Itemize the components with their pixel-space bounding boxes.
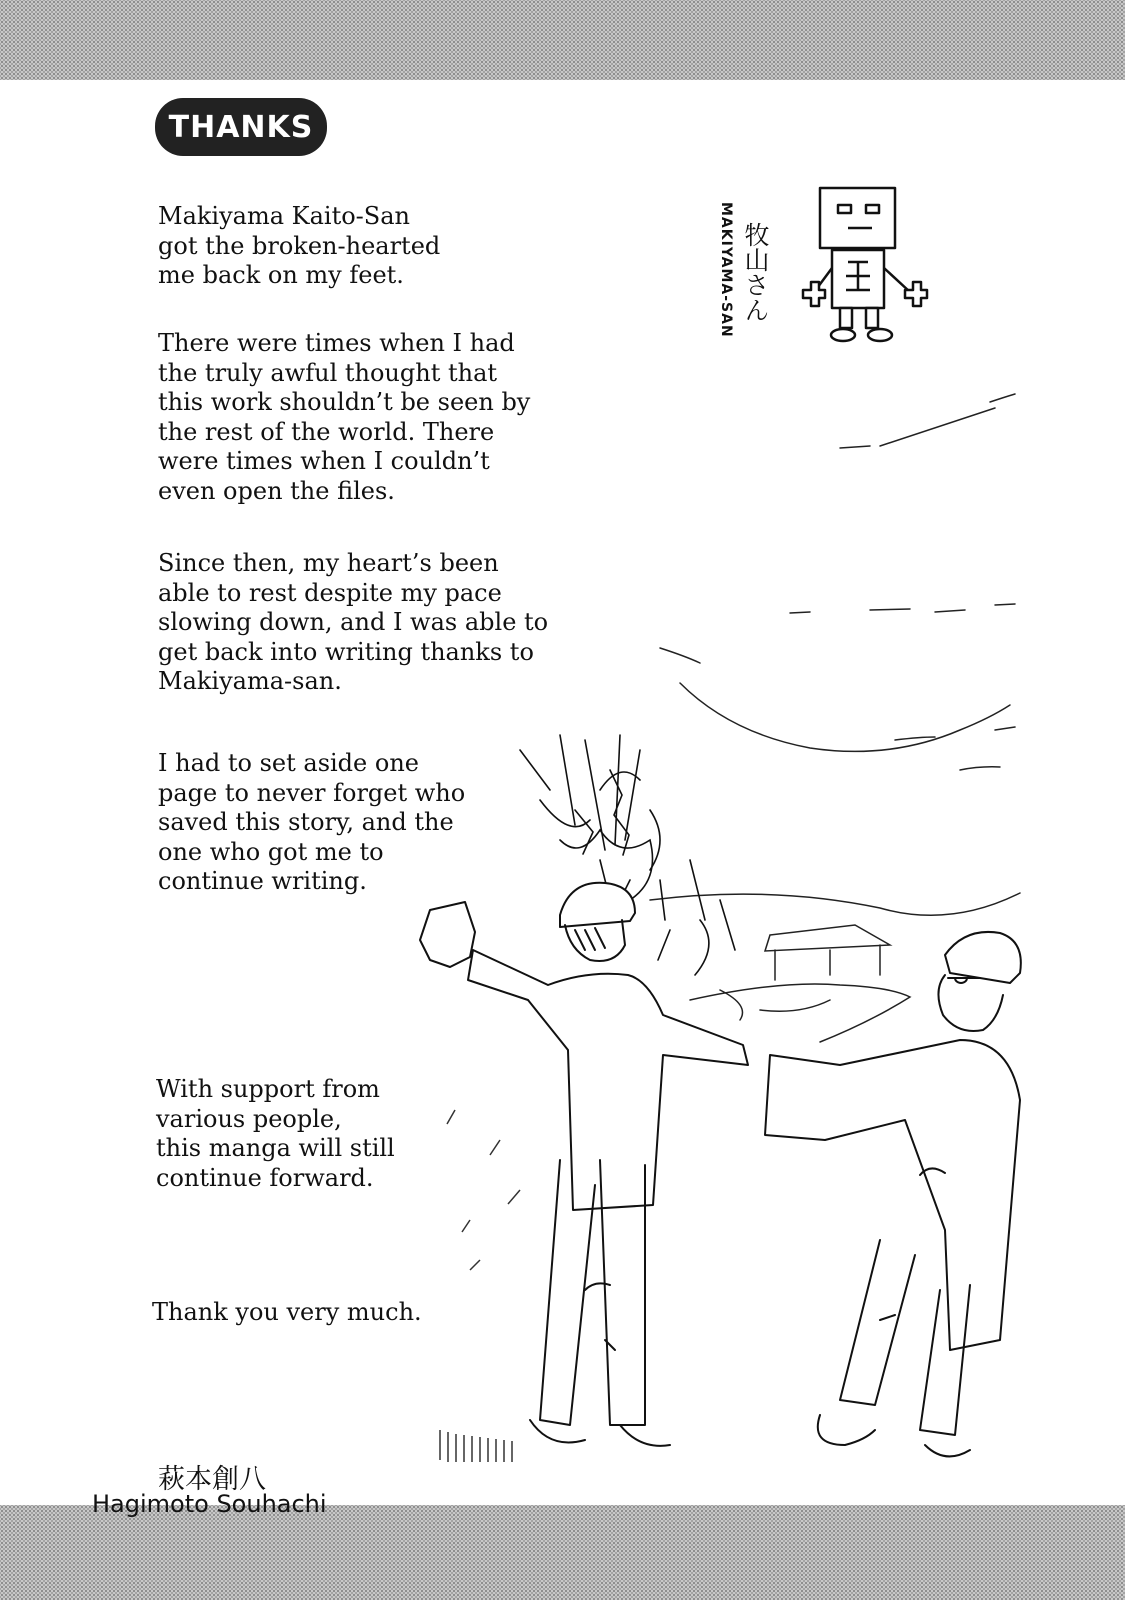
text-line: page to never forget who [158, 778, 466, 807]
text-line: me back on my feet. [158, 261, 404, 289]
text-line: one who got me to [158, 837, 384, 866]
signature-japanese: 萩本創八 [158, 1464, 266, 1495]
text-line: slowing down, and I was able to [158, 608, 549, 636]
text-line: the rest of the world. There [158, 417, 495, 446]
text-line: Makiyama-san. [158, 667, 342, 695]
text-line: I had to set aside one [158, 749, 419, 777]
text-line: Since then, my heart’s been [158, 549, 499, 577]
text-line: There were times when I had [158, 329, 515, 357]
person-right-illustration [765, 932, 1021, 1456]
text-line: Makiyama Kaito-San [158, 202, 410, 230]
text-line: With support from [156, 1075, 380, 1103]
text-line: this manga will still [156, 1134, 395, 1162]
ground-hatching [440, 1110, 520, 1462]
text-line: saved this story, and the [158, 808, 454, 836]
signature-romaji: Hagimoto Souhachi [92, 1490, 327, 1518]
robot-mascot-illustration [803, 188, 927, 341]
text-line: Thank you very much. [152, 1298, 422, 1326]
text-line: get back into writing thanks to [158, 637, 534, 666]
text-line: got the broken-hearted [158, 231, 441, 260]
person-left-illustration [420, 883, 748, 1446]
text-line: continue forward. [156, 1163, 374, 1192]
text-line: various people, [156, 1104, 342, 1133]
text-line: were times when I couldn’t [158, 447, 490, 475]
text-line: this work shouldn’t be seen by [158, 388, 531, 416]
text-line: able to rest despite my pace [158, 578, 502, 607]
page-title: THANKS [168, 109, 314, 145]
mascot-label-japanese: 牧山さん [741, 222, 770, 322]
tree-sketch [520, 735, 735, 975]
text-line: even open the files. [158, 476, 395, 505]
text-line: continue writing. [158, 867, 367, 895]
mascot-label-english: MAKIYAMA-SAN [718, 202, 734, 338]
text-line: the truly awful thought that [158, 358, 498, 387]
